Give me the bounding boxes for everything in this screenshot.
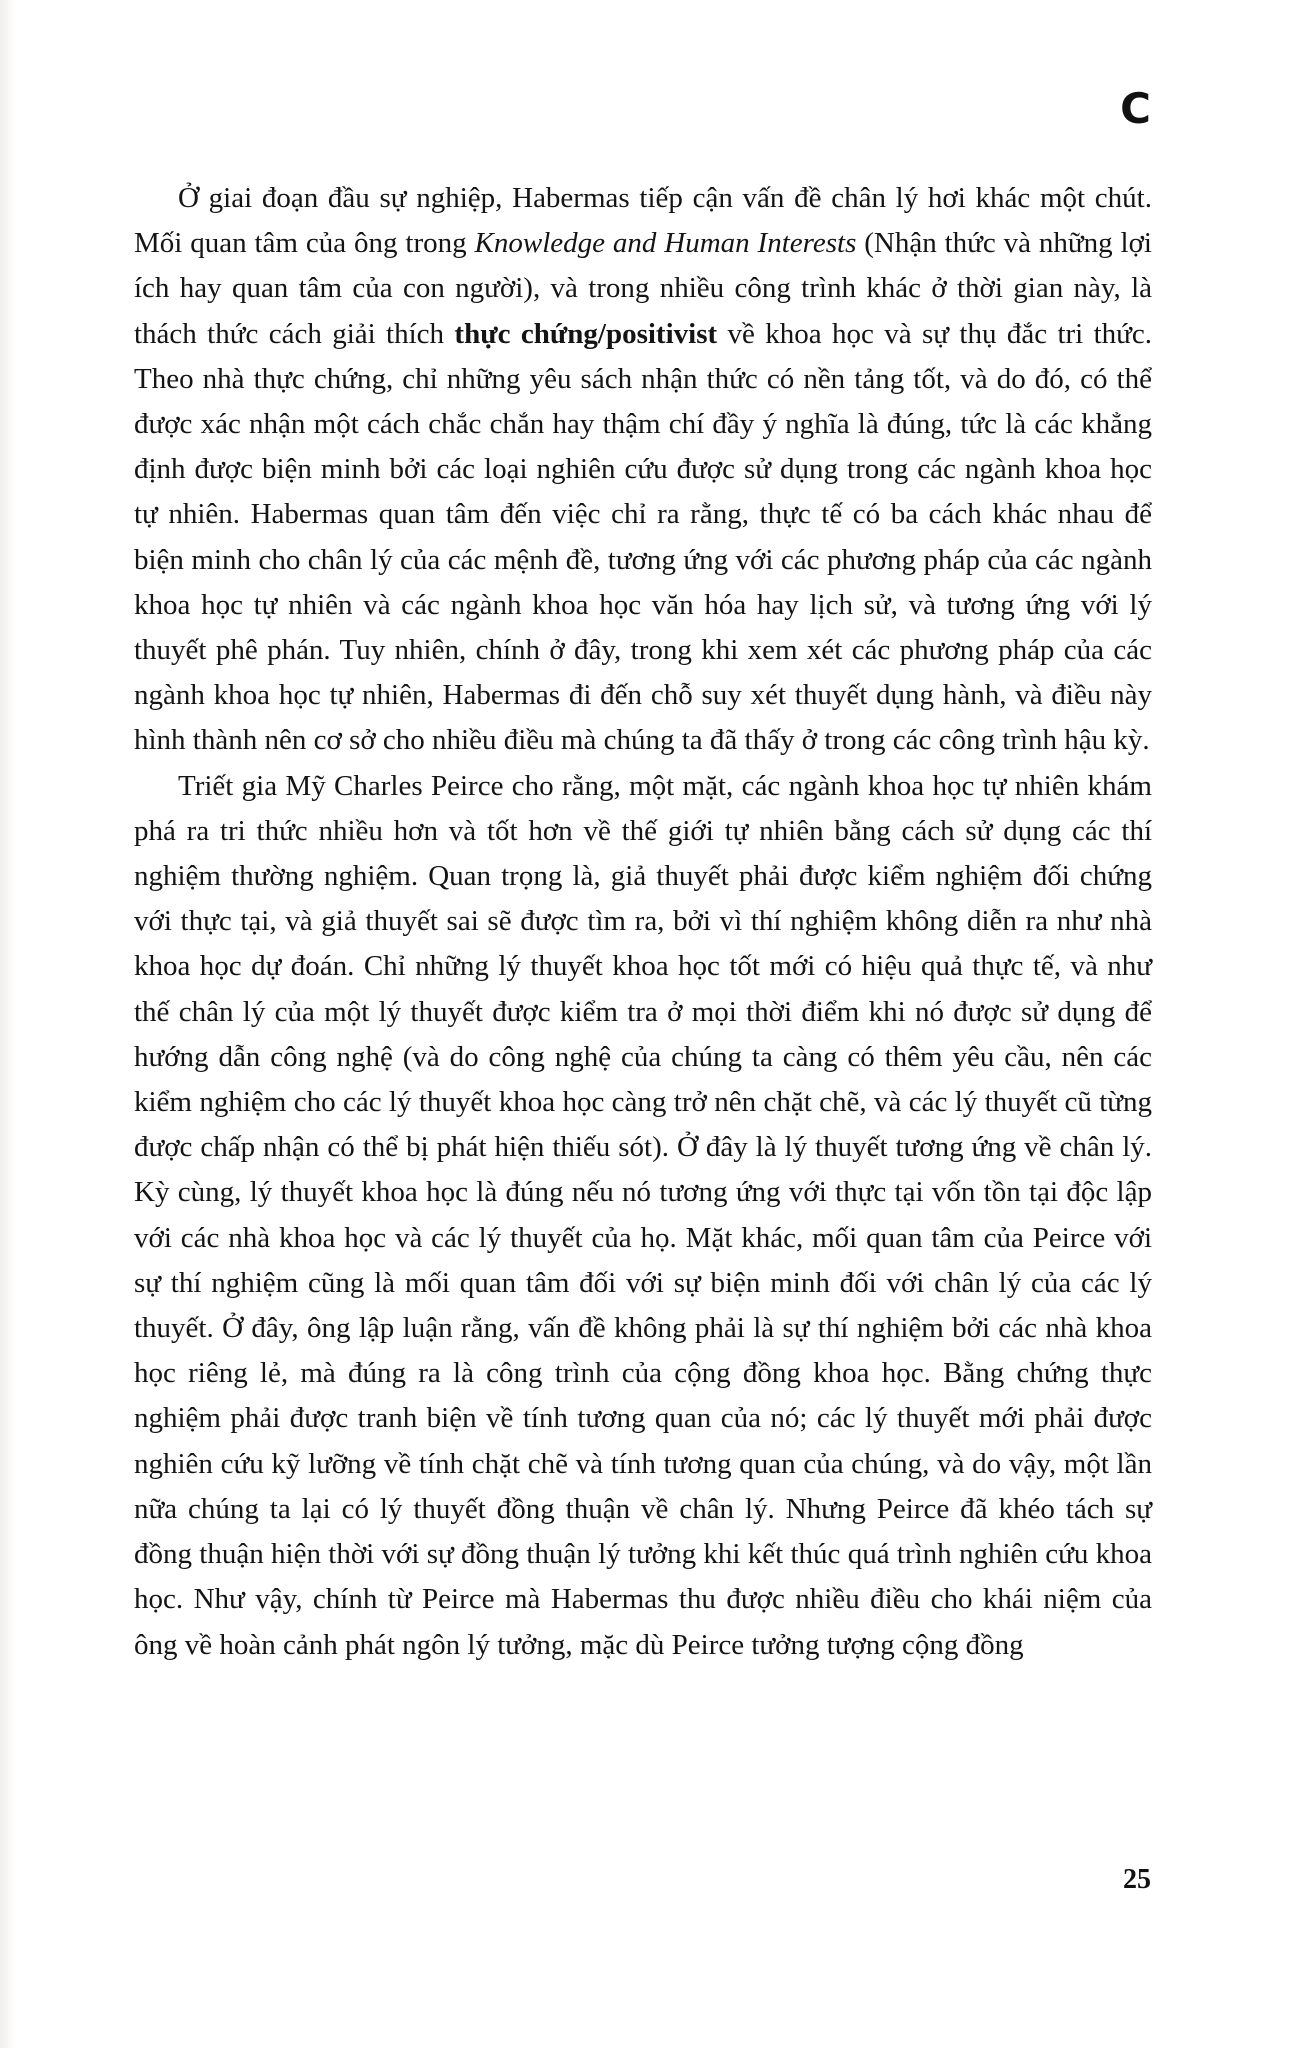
body-text <box>134 176 1152 1668</box>
paragraph-1-text-c: về khoa học và sự thụ đắc tri thức. Theo nhà thực chứng, chỉ những yêu sách nhận thức có nền tảng tốt, và do đó, có thể được xác nhận một cách chắc chắn hay thậm chí đầy ý nghĩa là đúng, tức là các khẳng định được biện minh bởi các loại nghiên cứu được sử dụng trong các ngành khoa học tự nhiên. Habermas quan tâm đến việc chỉ ra rằng, thực tế có ba cách khác nhau để biện minh cho chân lý của các mệnh đề, tương ứng với các phương pháp của các ngành khoa học tự nhiên và các ngành khoa học văn hóa hay lịch sử, và tương ứng với lý thuyết phê phán. Tuy nhiên, chính ở đây, trong khi xem xét các phương pháp của các ngành khoa học tự nhiên, Habermas đi đến chỗ suy xét thuyết dụng hành, và điều này hình thành nên cơ sở cho nhiều điều mà chúng ta đã thấy ở trong các công trình hậu kỳ. <box>134 317 1152 757</box>
key-term-bold: thực chứng/positivist <box>454 317 718 350</box>
section-letter: C <box>1120 84 1151 133</box>
paragraph-1 <box>134 176 1152 764</box>
paragraph-2: Triết gia Mỹ Charles Peirce cho rằng, một mặt, các ngành khoa học tự nhiên khám phá ra tri thức nhiều hơn và tốt hơn về thế giới tự nhiên bằng cách sử dụng các thí nghiệm thường nghiệm. Quan trọng là, giả thuyết phải được kiểm nghiệm đối chứng với thực tại, và giả thuyết sai sẽ được tìm ra, bởi vì thí nghiệm không diễn ra như nhà khoa học dự đoán. Chỉ những lý thuyết khoa học tốt mới có hiệu quả thực tế, và như thế chân lý của một lý thuyết được kiểm tra ở mọi thời điểm khi nó được sử dụng để hướng dẫn công nghệ (và do công nghệ của chúng ta càng có thêm yêu cầu, nên các kiểm nghiệm cho các lý thuyết khoa học càng trở nên chặt chẽ, và các lý thuyết cũ từng được chấp nhận có thể bị phát hiện thiếu sót). Ở đây là lý thuyết tương ứng về chân lý. Kỳ cùng, lý thuyết khoa học là đúng nếu nó tương ứng với thực tại vốn tồn tại độc lập với các nhà khoa học và các lý thuyết của họ. Mặt khác, mối quan tâm của Peirce với sự thí nghiệm cũng là mối quan tâm đối với sự biện minh đối với chân lý của các lý thuyết. Ở đây, ông lập luận rằng, vấn đề không phải là sự thí nghiệm bởi các nhà khoa học riêng lẻ, mà đúng ra là công trình của cộng đồng khoa học. Bằng chứng thực nghiệm phải được tranh biện về tính tương quan của nó; các lý thuyết mới phải được nghiên cứu kỹ lưỡng về tính chặt chẽ và tính tương quan của chúng, và do vậy, một lần nữa chúng ta lại có lý thuyết đồng thuận về chân lý. Nhưng Peirce đã khéo tách sự đồng thuận hiện thời với sự đồng thuận lý tưởng khi kết thúc quá trình nghiên cứu khoa học. Như vậy, chính từ Peirce mà Habermas thu được nhiều điều cho khái niệm của ông về hoàn cảnh phát ngôn lý tưởng, mặc dù Peirce tưởng tượng cộng đồng <box>134 769 1152 1661</box>
page-edge-shadow <box>0 0 16 2048</box>
book-title-italic: Knowledge and Human Interests <box>474 227 857 260</box>
paragraph-1-text-a: Ở giai đoạn đầu sự nghiệp, Habermas tiếp cận vấn đề chân lý hơi khác một chút. Mối quan tâm của ông trong <box>134 182 1152 260</box>
page-number: 25 <box>1123 1864 1151 1895</box>
paragraph-1-text-b: (Nhận thức và những lợi ích hay quan tâm của con người), và trong nhiều công trình khác ở thời gian này, là thách thức cách giải thích <box>134 227 1152 350</box>
